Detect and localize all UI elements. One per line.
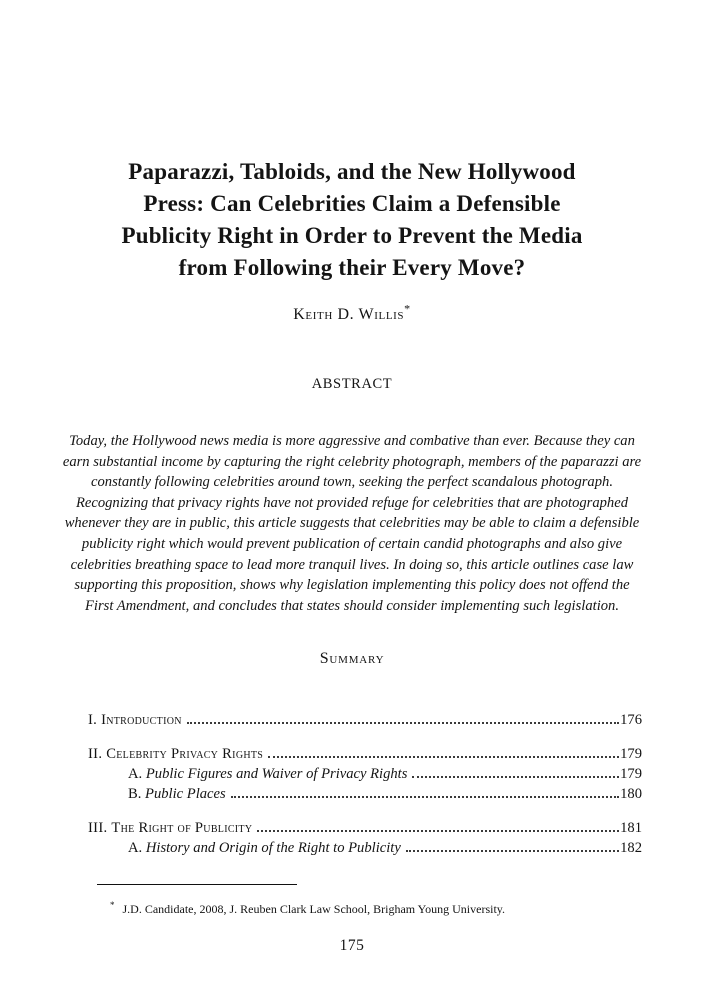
toc-page-number: 176 (620, 712, 642, 729)
toc-entry-label-title: B. Public Places (128, 786, 226, 803)
toc-page-number: 182 (620, 840, 642, 857)
dot-leader (268, 756, 619, 758)
toc-entry-label-title: I. Introduction (88, 712, 182, 729)
toc-entry-label-title: A. Public Figures and Waiver of Privacy Rights (128, 766, 408, 783)
author-footnote-mark: * (404, 301, 411, 316)
abstract-text: Today, the Hollywood news media is more aggressive and combative than ever. Because they can earn substantial income by capturing the right celebrity photograph, members of the paparazzi are constantly following celebrities around town, seeking the perfect scandalous photograph. Recognizing that privacy rights have not provided refuge for celebrities that are photographed whenever they are in public, this article suggests that celebrities may be able to claim a defensible publicity right which would prevent publication of certain candid photographs and also give celebrities breathing space to lead more tranquil lives. In doing so, this article outlines case law supporting this proposition, shows why legislation implementing this policy does not offend the First Amendment, and concludes that states should consider implementing such legislation. (62, 433, 642, 614)
dot-leader (257, 830, 619, 832)
toc-entry-label-title: III. The Right of Publicity (88, 820, 253, 837)
toc-entry-right-of-publicity (88, 818, 642, 838)
dot-leader (406, 850, 619, 852)
summary-heading: Summary (319, 650, 385, 668)
toc-entry-public-places (88, 784, 642, 804)
toc-entry-label-title: A. History and Origin of the Right to Publicity (128, 840, 401, 857)
toc-entry-label-title: II. Celebrity Privacy Rights (88, 746, 264, 763)
toc-page-number: 179 (620, 746, 642, 763)
toc-entry-public-figures (88, 764, 642, 784)
toc-entry-history-and-origin (88, 838, 642, 858)
toc-entry-celebrity-privacy-rights (88, 744, 642, 764)
toc-entry-introduction (88, 710, 642, 730)
footnote-text: J.D. Candidate, 2008, J. Reuben Clark Law School, Brigham Young University. (122, 902, 506, 917)
toc-page-number: 180 (620, 786, 642, 803)
author-line (0, 301, 704, 324)
page-number: 175 (339, 937, 365, 955)
article-title-line-1: Paparazzi, Tabloids, and the New Hollywood (128, 159, 576, 184)
footnote (110, 897, 634, 917)
article-title-line-3: Publicity Right in Order to Prevent the Media (121, 223, 583, 248)
table-of-contents (88, 710, 642, 858)
author-name: Keith D. Willis (293, 306, 405, 323)
dot-leader (187, 722, 619, 724)
abstract-heading: ABSTRACT (311, 376, 393, 392)
article-title (64, 156, 640, 284)
footnote-mark: * (110, 900, 115, 911)
dot-leader (231, 796, 619, 798)
dot-leader (412, 776, 619, 778)
toc-page-number: 179 (620, 766, 642, 783)
toc-page-number: 181 (620, 820, 642, 837)
article-title-line-2: Press: Can Celebrities Claim a Defensible (143, 191, 561, 216)
article-title-line-4: from Following their Every Move? (178, 255, 526, 280)
footnote-separator-rule (97, 884, 297, 885)
